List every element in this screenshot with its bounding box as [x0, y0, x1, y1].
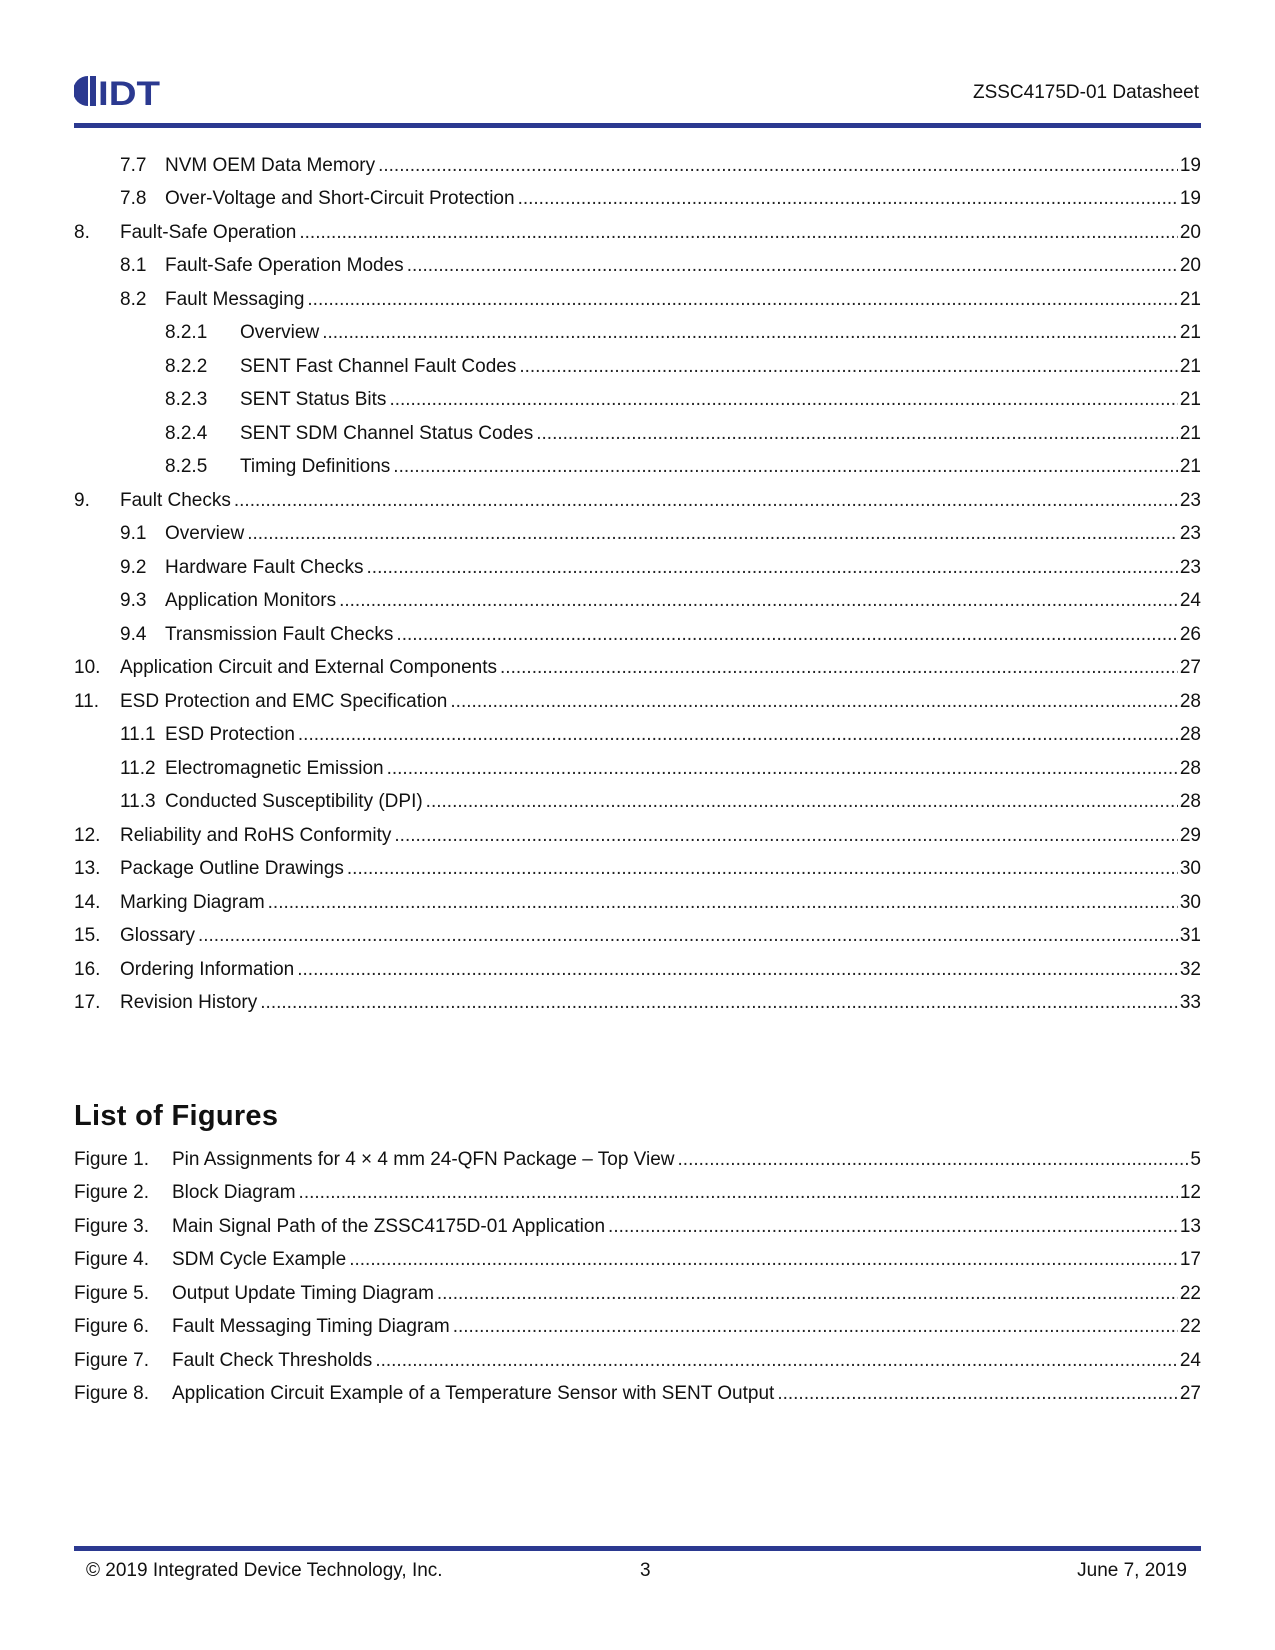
entry-page: 32: [1179, 958, 1201, 980]
entry-number: 15.: [74, 925, 101, 947]
toc-entry[interactable]: [74, 819, 1201, 853]
dot-leader: [426, 791, 1178, 813]
entry-label: Fault-Safe Operation: [120, 222, 299, 244]
entry-label: SENT Status Bits: [240, 389, 389, 411]
entry-number: 8.2.5: [165, 456, 208, 478]
toc-entry[interactable]: [74, 149, 1201, 183]
toc-entry[interactable]: [74, 1177, 1201, 1211]
entry-page: 19: [1179, 188, 1201, 210]
dot-leader: [339, 590, 1178, 612]
dot-leader: [394, 825, 1177, 847]
entry-label: SDM Cycle Example: [172, 1249, 349, 1271]
entry-number: Figure 5.: [74, 1282, 149, 1304]
entry-label: Pin Assignments for 4 × 4 mm 24-QFN Package – Top View: [172, 1149, 678, 1171]
dot-leader: [378, 155, 1178, 177]
entry-page: 17: [1179, 1249, 1201, 1271]
entry-number: 8.2.3: [165, 389, 208, 411]
dot-leader: [389, 389, 1177, 411]
dot-leader: [393, 456, 1178, 478]
entry-label: Ordering Information: [120, 959, 297, 981]
dot-leader: [198, 925, 1178, 947]
entry-label: Over-Voltage and Short-Circuit Protection: [165, 188, 518, 210]
dot-leader: [268, 892, 1178, 914]
entry-page: 19: [1179, 154, 1201, 176]
entry-number: 7.8: [120, 188, 147, 210]
entry-page: 30: [1179, 891, 1201, 913]
entry-page: 20: [1179, 221, 1201, 243]
entry-label: Conducted Susceptibility (DPI): [165, 791, 426, 813]
entry-label: Revision History: [120, 992, 260, 1014]
entry-page: 26: [1179, 623, 1201, 645]
entry-label: Glossary: [120, 925, 198, 947]
entry-page: 31: [1179, 925, 1201, 947]
entry-label: Overview: [165, 523, 247, 545]
entry-number: 11.1: [120, 724, 156, 746]
entry-page: 20: [1179, 255, 1201, 277]
entry-page: 22: [1179, 1282, 1201, 1304]
dot-leader: [367, 557, 1178, 579]
dot-leader: [307, 289, 1177, 311]
entry-page: 28: [1179, 690, 1201, 712]
footer-date: June 7, 2019: [1077, 1560, 1187, 1581]
entry-number: 8.: [74, 221, 90, 243]
entry-number: 8.2: [120, 288, 147, 310]
dot-leader: [407, 255, 1178, 277]
entry-label: Timing Definitions: [240, 456, 393, 478]
dot-leader: [678, 1149, 1189, 1171]
entry-number: Figure 3.: [74, 1215, 149, 1237]
entry-number: 14.: [74, 891, 101, 913]
toc-entry[interactable]: [74, 451, 1201, 485]
dot-leader: [608, 1216, 1178, 1238]
footer-page-number: 3: [640, 1560, 651, 1581]
toc-entry[interactable]: [74, 1378, 1201, 1412]
toc-entry[interactable]: [74, 886, 1201, 920]
dot-leader: [453, 1316, 1178, 1338]
entry-page: 33: [1179, 992, 1201, 1014]
entry-label: Application Monitors: [165, 590, 339, 612]
entry-number: 11.3: [120, 791, 156, 813]
dot-leader: [347, 858, 1178, 880]
dot-leader: [234, 490, 1178, 512]
entry-page: 27: [1179, 1383, 1201, 1405]
entry-page: 21: [1179, 355, 1201, 377]
toc-entry[interactable]: [74, 618, 1201, 652]
entry-label: ESD Protection: [165, 724, 298, 746]
entry-label: Main Signal Path of the ZSSC4175D-01 Application: [172, 1216, 608, 1238]
entry-page: 28: [1179, 724, 1201, 746]
entry-number: Figure 1.: [74, 1148, 149, 1170]
dot-leader: [396, 624, 1177, 646]
entry-page: 27: [1179, 657, 1201, 679]
entry-page: 23: [1179, 556, 1201, 578]
entry-label: Hardware Fault Checks: [165, 557, 367, 579]
toc-entry[interactable]: [74, 317, 1201, 351]
toc-entry[interactable]: [74, 853, 1201, 887]
entry-label: SENT Fast Channel Fault Codes: [240, 356, 519, 378]
entry-label: Fault Messaging Timing Diagram: [172, 1316, 453, 1338]
toc-entry[interactable]: [74, 920, 1201, 954]
dot-leader: [349, 1249, 1178, 1271]
dot-leader: [247, 523, 1178, 545]
footer-rule: [74, 1546, 1201, 1551]
dot-leader: [500, 657, 1178, 679]
list-of-figures-heading: List of Figures: [74, 1100, 279, 1132]
idt-logo: [74, 74, 164, 108]
entry-page: 21: [1179, 389, 1201, 411]
entry-number: 8.2.2: [165, 355, 208, 377]
toc-entry[interactable]: [74, 484, 1201, 518]
entry-page: 28: [1179, 791, 1201, 813]
toc-entry[interactable]: [74, 518, 1201, 552]
entry-page: 29: [1179, 824, 1201, 846]
entry-number: 11.2: [120, 757, 156, 779]
entry-number: 9.4: [120, 623, 147, 645]
dot-leader: [777, 1383, 1178, 1405]
entry-number: Figure 4.: [74, 1249, 149, 1271]
dot-leader: [387, 758, 1178, 780]
dot-leader: [437, 1283, 1178, 1305]
toc-entry[interactable]: [74, 652, 1201, 686]
toc-entry[interactable]: [74, 1244, 1201, 1278]
entry-page: 24: [1179, 590, 1201, 612]
entry-number: 11.: [74, 690, 100, 712]
toc-entry[interactable]: [74, 1143, 1201, 1177]
document-title: ZSSC4175D-01 Datasheet: [972, 82, 1199, 103]
toc-entry[interactable]: [74, 350, 1201, 384]
entry-label: Package Outline Drawings: [120, 858, 347, 880]
toc-entry[interactable]: [74, 752, 1201, 786]
entry-number: 9.3: [120, 590, 147, 612]
entry-number: 7.7: [120, 154, 147, 176]
list-of-figures: [74, 1143, 1201, 1411]
dot-leader: [297, 959, 1178, 981]
entry-label: Electromagnetic Emission: [165, 758, 387, 780]
entry-number: Figure 8.: [74, 1383, 149, 1405]
toc-entry[interactable]: [74, 953, 1201, 987]
entry-label: Application Circuit Example of a Temperature Sensor with SENT Output: [172, 1383, 777, 1405]
entry-number: 13.: [74, 858, 101, 880]
toc-entry[interactable]: [74, 1344, 1201, 1378]
toc-entry[interactable]: [74, 1311, 1201, 1345]
table-of-contents: [74, 149, 1201, 1020]
entry-label: Application Circuit and External Components: [120, 657, 500, 679]
entry-number: 8.2.1: [165, 322, 208, 344]
toc-entry[interactable]: [74, 585, 1201, 619]
entry-number: 9.1: [120, 523, 147, 545]
toc-entry[interactable]: [74, 1277, 1201, 1311]
toc-entry[interactable]: [74, 183, 1201, 217]
entry-number: 9.2: [120, 556, 147, 578]
entry-number: 16.: [74, 958, 101, 980]
dot-leader: [299, 222, 1177, 244]
toc-entry[interactable]: [74, 417, 1201, 451]
toc-entry[interactable]: [74, 1210, 1201, 1244]
entry-page: 22: [1179, 1316, 1201, 1338]
entry-label: Marking Diagram: [120, 892, 268, 914]
dot-leader: [298, 724, 1178, 746]
entry-page: 23: [1179, 489, 1201, 511]
dot-leader: [519, 356, 1178, 378]
dot-leader: [322, 322, 1178, 344]
toc-entry[interactable]: [74, 551, 1201, 585]
entry-page: 12: [1179, 1182, 1201, 1204]
entry-page: 21: [1179, 456, 1201, 478]
entry-page: 21: [1179, 288, 1201, 310]
entry-page: 21: [1179, 422, 1201, 444]
entry-label: Fault Messaging: [165, 289, 307, 311]
toc-entry[interactable]: [74, 987, 1201, 1021]
entry-number: Figure 2.: [74, 1182, 149, 1204]
entry-page: 21: [1179, 322, 1201, 344]
dot-leader: [375, 1350, 1178, 1372]
entry-label: Fault Check Thresholds: [172, 1350, 375, 1372]
toc-entry[interactable]: [74, 216, 1201, 250]
entry-label: Reliability and RoHS Conformity: [120, 825, 394, 847]
header-rule: [74, 123, 1201, 128]
entry-number: 17.: [74, 992, 101, 1014]
toc-entry[interactable]: [74, 685, 1201, 719]
toc-entry[interactable]: [74, 384, 1201, 418]
entry-page: 24: [1179, 1349, 1201, 1371]
dot-leader: [518, 188, 1178, 210]
entry-label: NVM OEM Data Memory: [165, 155, 378, 177]
toc-entry[interactable]: [74, 283, 1201, 317]
entry-number: 8.1: [120, 255, 147, 277]
dot-leader: [536, 423, 1178, 445]
entry-page: 28: [1179, 757, 1201, 779]
entry-number: 12.: [74, 824, 101, 846]
entry-label: ESD Protection and EMC Specification: [120, 691, 450, 713]
footer-copyright: © 2019 Integrated Device Technology, Inc.: [86, 1560, 443, 1581]
entry-page: 30: [1179, 858, 1201, 880]
toc-entry[interactable]: [74, 719, 1201, 753]
dot-leader: [260, 992, 1178, 1014]
entry-number: 10.: [74, 657, 101, 679]
toc-entry[interactable]: [74, 250, 1201, 284]
entry-page: 13: [1179, 1215, 1201, 1237]
toc-entry[interactable]: [74, 786, 1201, 820]
entry-number: Figure 6.: [74, 1316, 149, 1338]
entry-label: Transmission Fault Checks: [165, 624, 396, 646]
entry-number: 8.2.4: [165, 422, 208, 444]
entry-label: SENT SDM Channel Status Codes: [240, 423, 536, 445]
entry-label: Output Update Timing Diagram: [172, 1283, 437, 1305]
entry-number: 9.: [74, 489, 90, 511]
entry-label: Fault Checks: [120, 490, 234, 512]
entry-page: 23: [1179, 523, 1201, 545]
entry-label: Overview: [240, 322, 322, 344]
dot-leader: [299, 1182, 1178, 1204]
entry-label: Fault-Safe Operation Modes: [165, 255, 407, 277]
entry-label: Block Diagram: [172, 1182, 299, 1204]
entry-page: 5: [1190, 1148, 1201, 1170]
dot-leader: [450, 691, 1177, 713]
idt-logo-text: IDT: [98, 75, 161, 108]
entry-number: Figure 7.: [74, 1349, 149, 1371]
